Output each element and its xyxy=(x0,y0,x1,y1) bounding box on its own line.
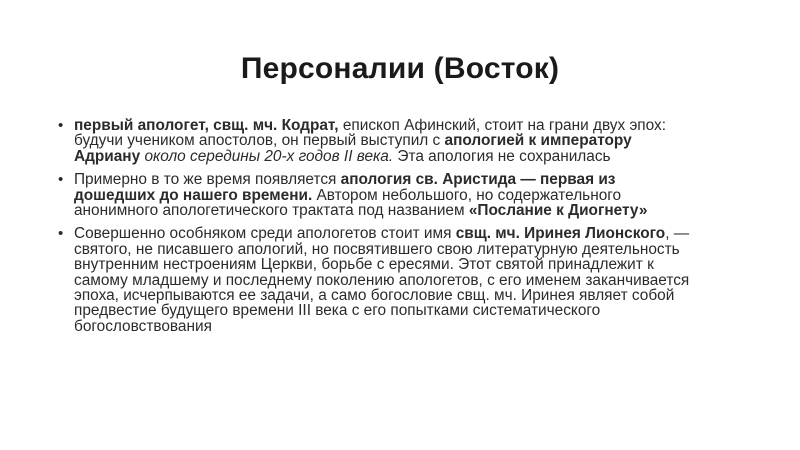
bullet-item-kodrat xyxy=(58,118,698,164)
text-segment: Примерно в то же время появляется xyxy=(74,171,341,189)
text-segment: «Послание к Диогнету» xyxy=(468,202,648,220)
text-segment: свщ. мч. Иринея Лионского xyxy=(455,225,666,243)
text-segment: апология св. Аристида — первая из дошедших до нашего времени. xyxy=(74,171,616,204)
text-segment: апологией к императору Адриану xyxy=(74,132,632,165)
text-segment: Эта апология не сохранилась xyxy=(393,147,611,165)
slide-title: Персоналии (Восток) xyxy=(240,52,560,85)
text-segment: около середины 20-х годов II века. xyxy=(144,147,394,165)
bullet-marker: • xyxy=(58,225,64,243)
text-segment: Совершенно особняком среди апологетов стоит имя xyxy=(74,225,456,243)
bullet-marker: • xyxy=(58,117,64,134)
text-segment: Автором небольшого, но содержательного анонимного апологетического трактата под названием xyxy=(74,186,622,220)
text-segment: первый апологет, свщ. мч. Кодрат, xyxy=(74,117,339,134)
bullet-item-irenaeus xyxy=(58,226,698,334)
bullet-list xyxy=(58,118,698,342)
text-segment: , — святого, не писавшего апологий, но посвятившего свою литературную деятельность внутренним нестроениям Церкви, борьбе с ересями. Этот святой принадлежит к самому младшему и последнему поколению апологетов, с его именем заканчивается эпоха, исчерпываются ее задачи, а само богословие свщ. мч. Иринея являет собой предвестие будущего времени III века с его попытками систематического богословствования xyxy=(74,225,690,335)
text-segment: епископ Афинский, стоит на грани двух эпох: будучи учеником апостолов, он первый выступил с xyxy=(74,117,666,150)
bullet-marker: • xyxy=(58,171,64,189)
bullet-item-aristid xyxy=(58,172,698,218)
